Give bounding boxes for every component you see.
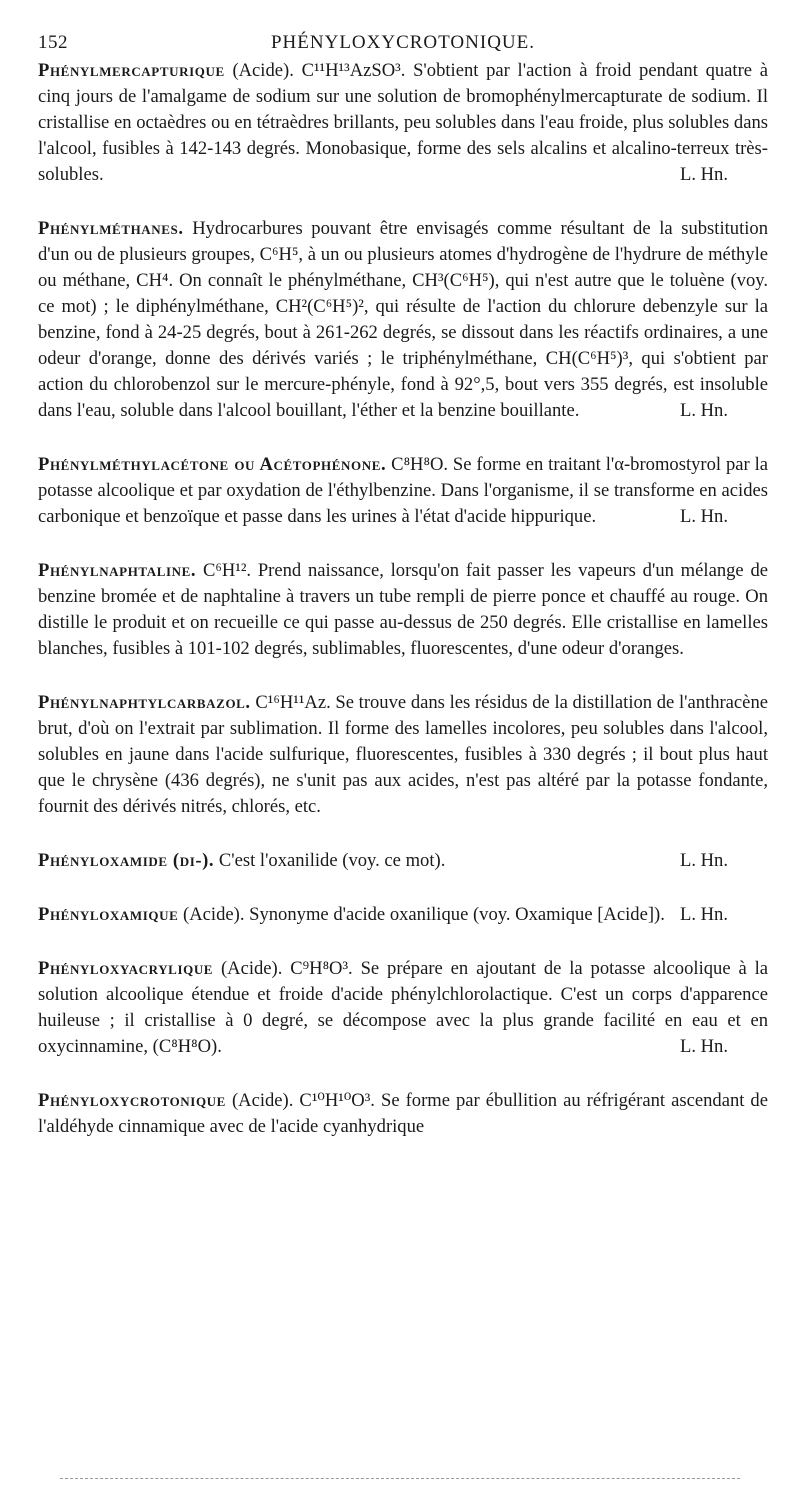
entry-phenylmethylacetone (38, 452, 768, 530)
entry-signature: L. Hn. (679, 850, 728, 871)
entry-headword: Phénylméthylacétone ou Acétophénone. (38, 454, 387, 475)
entry-text: C⁶H¹². Prend naissance, lorsqu'on fait passer les vapeurs d'un mélange de benzine bromée et de naphtaline à travers un tube rempli de pierre ponce et chauffé au rouge. On distille le produit et on recueille ce qui passe au-dessus de 250 degrés. Elle cristallise en lamelles blanches, fusibles à 101-102 degrés, sublimables, fluorescentes, d'une odeur d'oranges. (38, 560, 768, 659)
entry-text: C⁸H⁸O. Se forme en traitant l'α-bromostyrol par la potasse alcoolique et par oxydation de l'éthylbenzine. Dans l'organisme, il se transforme en acides carbonique et benzoïque et passe dans les urines à l'état d'acide hippurique. (38, 454, 769, 527)
running-head (38, 28, 768, 58)
bottom-rule (60, 1478, 740, 1479)
entry-headword: Phényloxycrotonique (38, 1090, 226, 1111)
page-number: 152 (38, 32, 68, 53)
entry-text: Hydrocarbures pouvant être envisagés comme résultant de la substitution d'un ou de plusieurs groupes, C⁶H⁵, à un ou plusieurs atomes d'hydrogène de l'hydrure de méthyle ou méthane, CH⁴. On connaît le phénylméthane, CH³(C⁶H⁵), qui n'est autre que le toluène (voy. ce mot) ; le diphénylméthane, CH²(C⁶H⁵)², qui résulte de l'action du chlorure debenzyle sur la benzine, fond à 24-25 degrés, bout à 261-262 degrés, se dissout dans les réactifs ordinaires, a une odeur d'orange, donne des dérivés variés ; le triphénylméthane, CH(C⁶H⁵)³, qui s'obtient par action du chlorobenzol sur le mercure-phényle, fond à 92°,5, bout vers 355 degrés, est insoluble dans l'eau, soluble dans l'alcool bouillant, l'éther et la benzine bouillante. (38, 218, 768, 421)
entry-phenyloxamide (38, 848, 768, 874)
entry-signature: L. Hn. (679, 400, 728, 421)
entry-headword: Phényloxamique (38, 904, 179, 925)
entry-phenyloxycrotonique (38, 1088, 768, 1140)
entry-phenyloxyacrylique (38, 956, 768, 1060)
entry-text: C¹⁶H¹¹Az. Se trouve dans les résidus de la distillation de l'anthracène brut, d'où on l'extrait par sublimation. Il forme des lamelles incolores, peu solubles dans l'alcool, solubles en jaune dans l'acide sulfurique, fluorescentes, fusibles à 330 degrés ; il bout plus haut que le chrysène (436 degrés), ne s'unit pas aux acides, n'est pas altéré par la potasse fondante, fournit des dérivés nitrés, chlorés, etc. (38, 692, 768, 817)
dictionary-page (38, 28, 768, 1168)
entry-phenylnaphtaline (38, 558, 768, 662)
entry-headword: Phényloxyacrylique (38, 958, 214, 979)
entry-text: (Acide). C¹¹H¹³AzSO³. S'obtient par l'action à froid pendant quatre à cinq jours de l'amalgame de sodium sur une solution de bromophénylmercapturate de sodium. Il cristallise en octaèdres ou en tétraèdres brillants, peu solubles dans l'eau froide, plus solubles dans l'alcool, fusibles à 142-143 degrés. Monobasique, forme des sels alcalins et alcalino-terreux très-solubles. (38, 60, 768, 185)
entry-phenylmethanes (38, 216, 768, 424)
running-title: PHÉNYLOXYCROTONIQUE. (270, 32, 535, 53)
entry-headword: Phénylnaphtylcarbazol. (38, 692, 251, 713)
entry-signature: L. Hn. (679, 904, 728, 925)
entry-text: (Acide). C⁹H⁸O³. Se prépare en ajoutant de la potasse alcoolique à la solution alcoolique étendue et froide d'acide phénylchlorolactique. C'est un corps d'apparence huileuse ; il cristallise à 0 degré, se décompose avec la plus grande facilité en eau et en oxycinnamine, (C⁸H⁸O). (38, 958, 768, 1057)
entry-signature: L. Hn. (679, 164, 728, 185)
entry-headword: Phénylmercapturique (38, 60, 225, 81)
entry-phenylmercapturique (38, 58, 768, 188)
entry-text: (Acide). C¹⁰H¹⁰O³. Se forme par ébullition au réfrigérant ascendant de l'aldéhyde cinnamique avec de l'acide cyanhydrique (38, 1090, 768, 1137)
entry-text: (Acide). Synonyme d'acide oxanilique (voy. Oxamique [Acide]). (183, 904, 665, 925)
entry-headword: Phényloxamide (di-). (38, 850, 215, 871)
entry-text: C'est l'oxanilide (voy. ce mot). (218, 850, 446, 871)
entry-signature: L. Hn. (679, 1036, 728, 1057)
entry-phenyloxamique (38, 902, 768, 928)
entry-headword: Phénylméthanes. (38, 218, 184, 239)
entry-phenylnaphtylcarbazol (38, 690, 768, 820)
entry-signature: L. Hn. (679, 506, 728, 527)
entry-headword: Phénylnaphtaline. (38, 560, 197, 581)
